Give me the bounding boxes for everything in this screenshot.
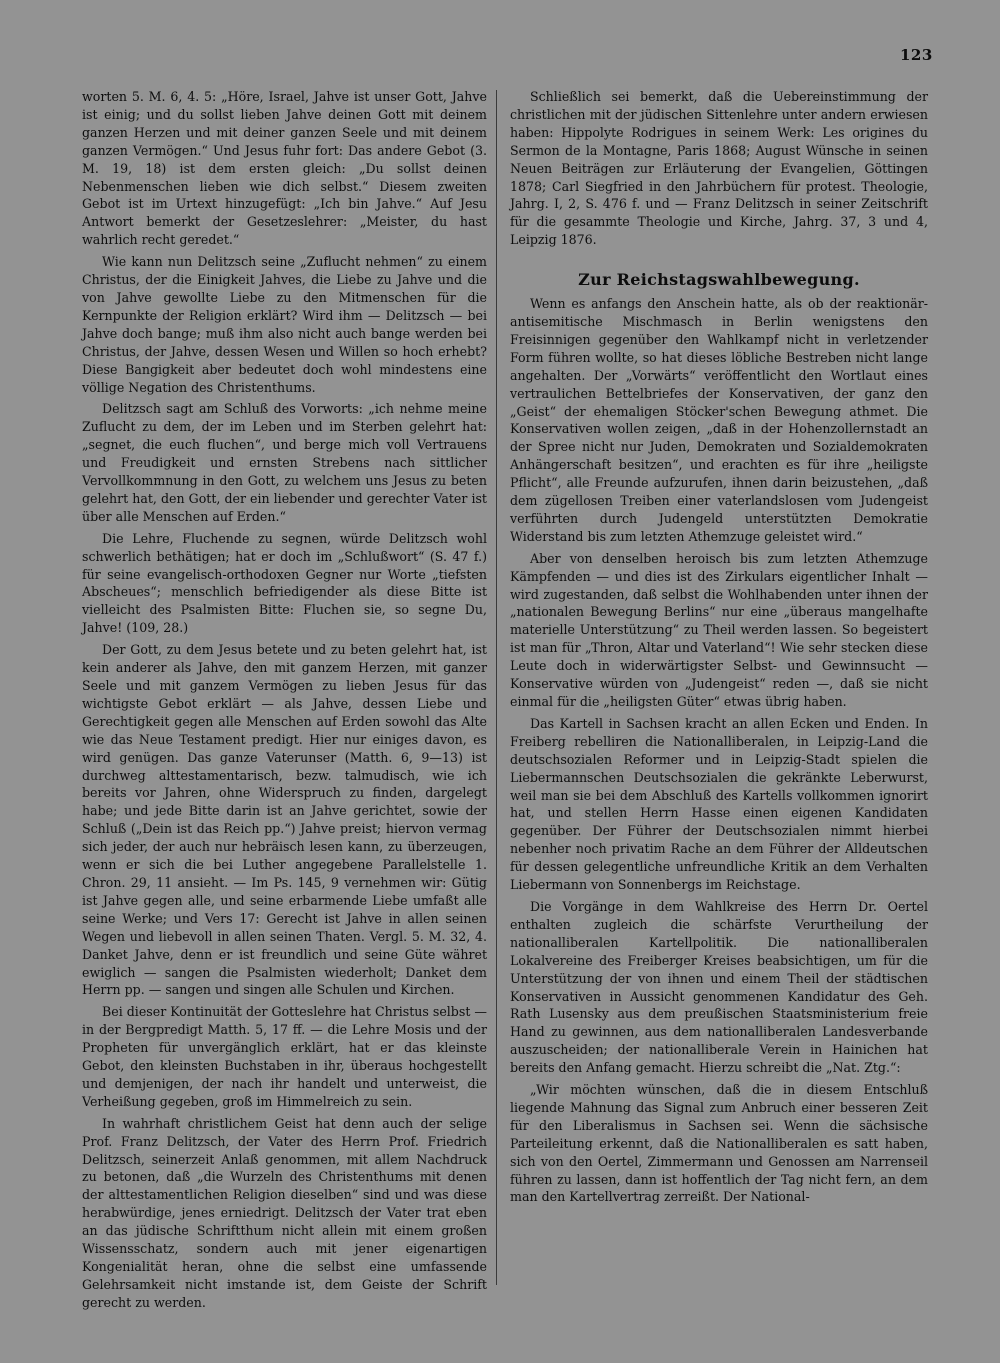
left-column [82,88,487,1316]
paragraph: Aber von denselben heroisch bis zum letzten Athemzuge Kämpfenden — und dies ist des Zirkulars eigentlicher Inhalt — wird zugestanden, daß selbst die Wohlhabenden unter ihnen der „nationalen Bewegung Berlins“ nur eine „überaus mangelhafte materielle Unterstützung“ zu Theil werden lassen. So begeistert ist man für „Thron, Altar und Vaterland“! Wie sehr stecken diese Leute doch in widerwärtigster Selbst- und Gewinnsucht — Konservative würden von „Judengeist“ reden —, daß sie nicht einmal für die „heiligsten Güter“ etwas übrig haben. [510,550,928,709]
paragraph: Delitzsch sagt am Schluß des Vorworts: „ich nehme meine Zuflucht zu dem, der im Leben und im Sterben gelehrt hat: „segnet, die euch fluchen“, und berge mich voll Vertrauens und Freudigkeit und ernsten Strebens nach sittlicher Vervollkommnung in den Gott, zu welchem uns Jesus zu beten gelehrt hat, den Gott, der ein liebender und gerechter Vater ist über alle Menschen auf Erden.“ [82,401,487,524]
paragraph: worten 5. M. 6, 4. 5: „Höre, Israel, Jahve ist unser Gott, Jahve ist einig; und du sollst lieben Jahve deinen Gott mit deinem ganzen Herzen und mit deiner ganzen Seele und mit deinem ganzen Vermögen.“ Und Jesus fuhr fort: Das andere Gebot (3. M. 19, 18) ist dem ersten gleich: „Du sollst deinen Nebenmenschen lieben wie dich selbst.“ Diesem zweiten Gebot ist im Urtext hinzugefügt: „Ich bin Jahve.“ Auf Jesu Antwort bemerkt der Gesetzeslehrer: „Meister, du hast wahrlich recht geredet.“ [82,89,487,248]
column-divider [496,90,497,1285]
paragraph: Bei dieser Kontinuität der Gotteslehre hat Christus selbst — in der Bergpredigt Matth. 5, 17 ff. — die Lehre Mosis und der Propheten für unvergänglich erklärt, hat er das kleinste Gebot, den kleinsten Buchstaben in ihr, überaus hochgestellt und demjenigen, der nach ihr handelt und unterweist, die Verheißung gegeben, groß im Himmelreich zu sein. [82,1004,487,1109]
section-heading: Zur Reichstagswahlbewegung. [578,270,860,290]
right-column [510,88,928,1210]
paragraph: Die Vorgänge in dem Wahlkreise des Herrn Dr. Oertel enthalten zugleich die schärfste Verurtheilung der nationalliberalen Kartellpolitik. Die nationalliberalen Lokalvereine des Freiberger Kreises beabsichtigen, um für die Unterstützung der von ihnen und einem Theil der städtischen Konservativen in Aussicht genommenen Kandidatur des Geh. Rath Lusensky aus dem preußischen Staatsministerium freie Hand zu gewinnen, aus dem nationalliberalen Landesverbande auszuscheiden; der nationalliberale Verein in Hainichen hat bereits den Anfang gemacht. Hierzu schreibt die „Nat. Ztg.“: [510,898,928,1076]
paragraph: In wahrhaft christlichem Geist hat denn auch der selige Prof. Franz Delitzsch, der Vater des Herrn Prof. Friedrich Delitzsch, seinerzeit Anlaß genommen, mit allem Nachdruck zu betonen, daß „die Wurzeln des Christenthums mit denen der alttestamentlichen Religion dieselben“ sind und was diese herabwürdige, jenes erniedrigt. Delitzsch der Vater trat eben an das jüdische Schriftthum nicht allein mit einem großen Wissensschatz, sondern auch mit jener eigenartigen Kongenialität heran, ohne die selbst eine umfassende Gelehrsamkeit nicht imstande ist, dem Geiste der Schrift gerecht zu werden. [82,1115,487,1310]
paragraph: Schließlich sei bemerkt, daß die Uebereinstimmung der christlichen mit der jüdischen Sittenlehre unter andern erwiesen haben: Hippolyte Rodrigues in seinem Werk: Les origines du Sermon de la Montagne, Paris 1868; August Wünsche in seinen Neuen Beiträgen zur Erläuterung der Evangelien, Göttingen 1878; Carl Siegfried in den Jahrbüchern für protest. Theologie, Jahrg. I, 2, S. 476 f. und — Franz Delitzsch in seiner Zeitschrift für die gesammte Theologie und Kirche, Jahrg. 37, 3 und 4, Leipzig 1876. [510,89,928,248]
paragraph: Wenn es anfangs den Anschein hatte, als ob der reaktionär-antisemitische Mischmasch in Berlin wenigstens den Freisinnigen gegenüber den Wahlkampf nicht in verletzender Form führen wollte, so hat dieses löbliche Bestreben nicht lange angehalten. Der „Vorwärts“ veröffentlicht den Wortlaut eines vertraulichen Bettelbriefes der Konservativen, der ganz den „Geist“ der ehemaligen Stöcker'schen Bewegung athmet. Die Konservativen wollen zeigen, „daß in der Hohenzollernstadt an der Spree nicht nur Juden, Demokraten und Sozialdemokraten Anhängerschaft besitzen“, und erachten es für ihre „heiligste Pflicht“, alle Freunde aufzurufen, ihnen darin beizustehen, „daß dem zügellosen Treiben einer vaterlandslosen vom Judengeist verführten durch Judengeld unterstützten Demokratie Widerstand bis zum letzten Athemzuge geleistet wird.“ [510,296,928,544]
paragraph: „Wir möchten wünschen, daß die in diesem Entschluß liegende Mahnung das Signal zum Anbruch einer besseren Zeit für den Liberalismus in Sachsen sei. Wenn die sächsische Parteileitung erkennt, daß die Nationalliberalen es satt haben, sich von den Oertel, Zimmermann und Genossen am Narrenseil führen zu lassen, dann ist hoffentlich der Tag nicht fern, an dem man den Kartellvertrag zerreißt. Der National- [510,1082,928,1205]
page-number: 123 [900,46,933,64]
paragraph: Das Kartell in Sachsen kracht an allen Ecken und Enden. In Freiberg rebelliren die Nationalliberalen, in Leipzig-Land die deutschsozialen Reformer und in Leipzig-Stadt spielen die Liebermannschen Deutschsozialen die gekränkte Leberwurst, weil man sie bei dem Abschluß des Kartells vollkommen ignorirt hat, und stellen Herrn Hasse einen eigenen Kandidaten gegenüber. Der Führer der Deutschsozialen nimmt hierbei nebenher noch privatim Rache an dem Führer der Alldeutschen für dessen gelegentliche unfreundliche Kritik an dem Verhalten Liebermann von Sonnenbergs im Reichstage. [510,715,928,893]
paragraph: Der Gott, zu dem Jesus betete und zu beten gelehrt hat, ist kein anderer als Jahve, den mit ganzem Herzen, mit ganzer Seele und mit ganzem Vermögen zu lieben Jesus für das wichtigste Gebot erklärt — als Jahve, dessen Liebe und Gerechtigkeit gegen alle Menschen auf Erden sowohl das Alte wie das Neue Testament predigt. Hier nur einiges davon, es wird genügen. Das ganze Vaterunser (Matth. 6, 9—13) ist durchweg alttestamentarisch, bezw. talmudisch, wie ich bereits vor Jahren, ohne Widerspruch zu finden, dargelegt habe; und jede Bitte darin ist an Jahve gerichtet, sowie der Schluß („Dein ist das Reich pp.“) Jahve preist; hiervon vermag sich jeder, der auch nur hebräisch lesen kann, zu überzeugen, wenn er sich die bei Luther angegebene Parallelstelle 1. Chron. 29, 11 ansieht. — Im Ps. 145, 9 vernehmen wir: Gütig ist Jahve gegen alle, und seine erbarmende Liebe umfaßt alle seine Werke; und Vers 17: Gerecht ist Jahve in allen seinen Wegen und liebevoll in allen seinen Thaten. Vergl. 5. M. 32, 4. Danket Jahve, denn er ist freundlich und seine Güte währet ewiglich — sangen die Psalmisten wiederholt; Danket dem Herrn pp. — sangen und singen alle Schulen und Kirchen. [82,642,487,998]
paragraph: Die Lehre, Fluchende zu segnen, würde Delitzsch wohl schwerlich bethätigen; hat er doch im „Schlußwort“ (S. 47 f.) für seine evangelisch-orthodoxen Gegner nur Worte „tiefsten Abscheues“; menschlich befriedigender als diese Bitte ist vielleicht des Psalmisten Bitte: Fluchen sie, so segne Du, Jahve! (109, 28.) [82,530,487,636]
paragraph: Wie kann nun Delitzsch seine „Zuflucht nehmen“ zu einem Christus, der die Einigkeit Jahves, die Liebe zu Jahve und die von Jahve gewollte Liebe zu den Mitmenschen für die Kernpunkte der Religion erklärt? Wird ihm — Delitzsch — bei Jahve doch bange; muß ihm also nicht auch bange werden bei Christus, der Jahve, dessen Wesen und Willen so hoch erhebt? Diese Bangigkeit aber bedeutet doch wohl mindestens eine völlige Negation des Christenthums. [82,254,487,395]
